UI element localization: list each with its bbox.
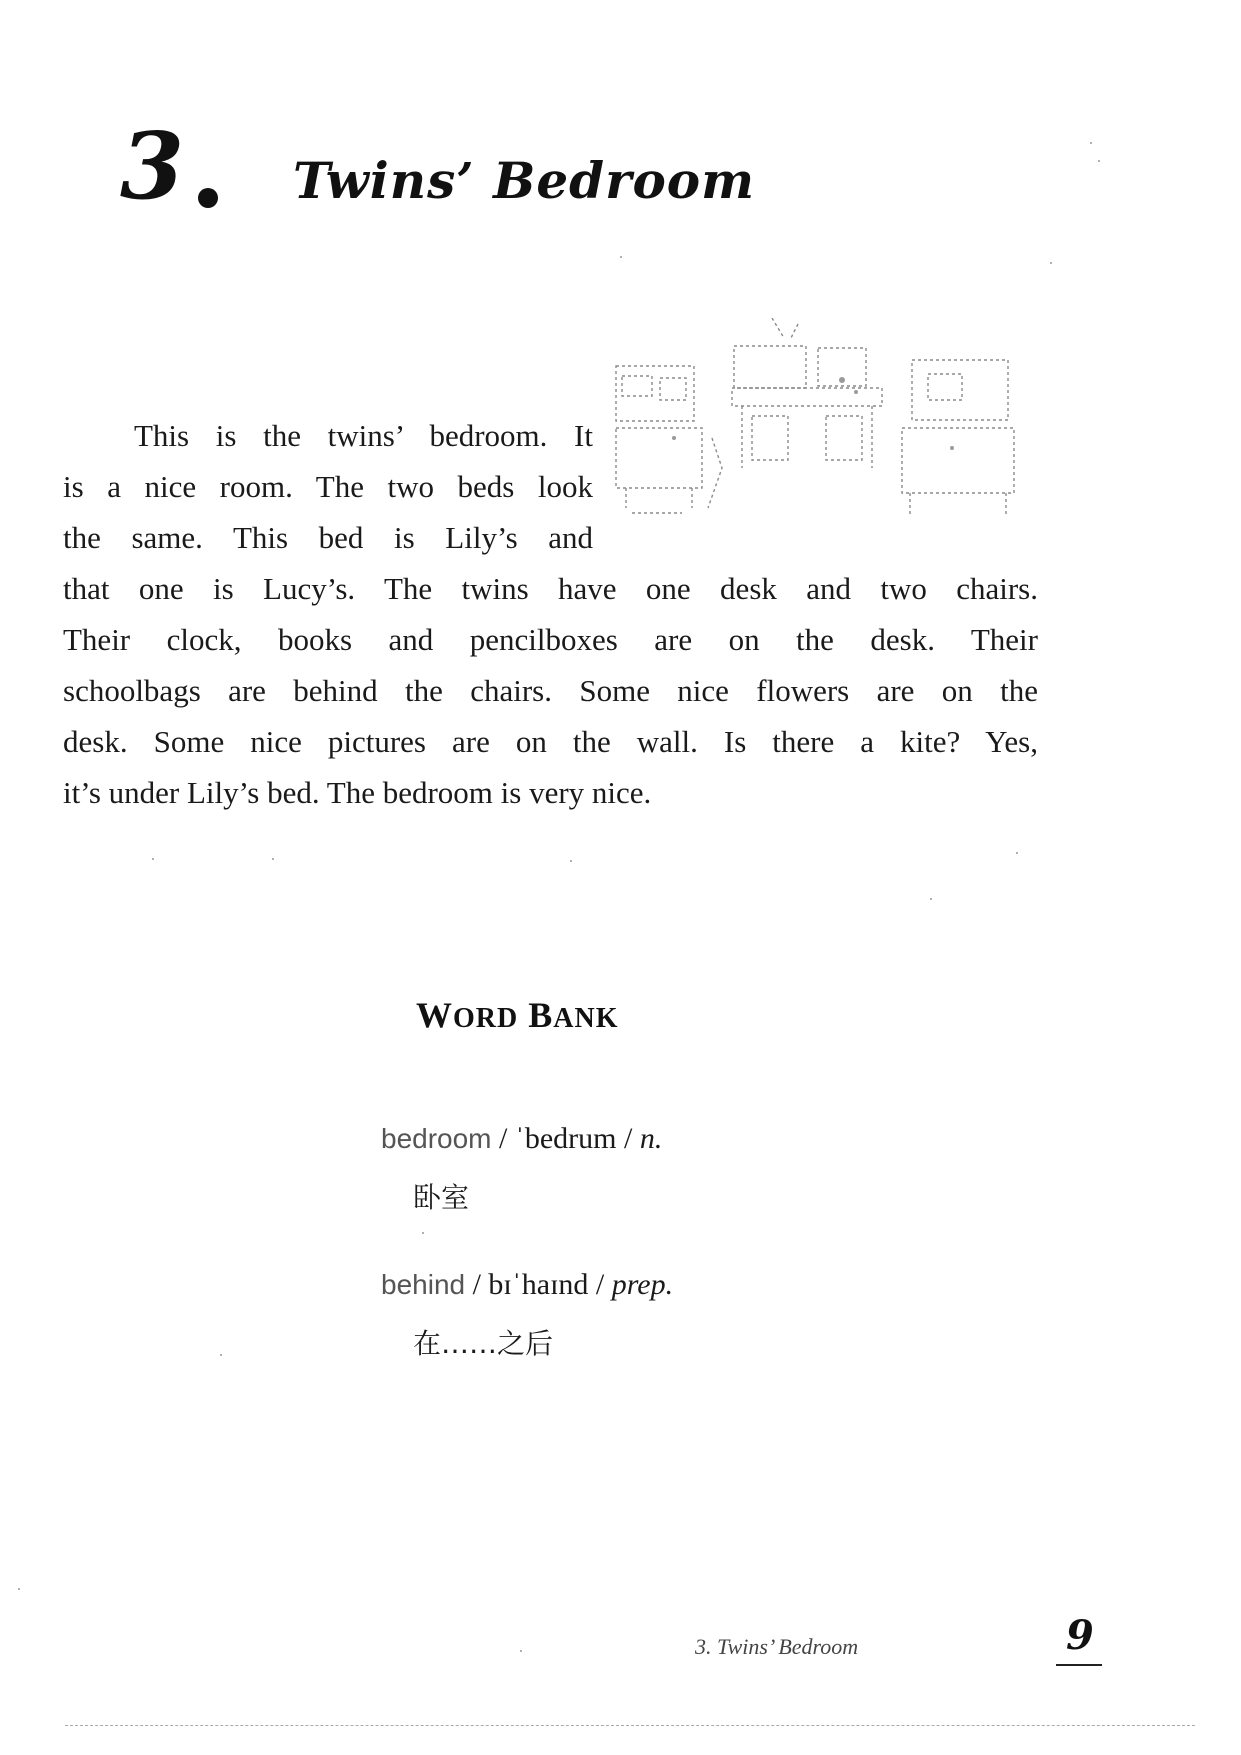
scan-speck — [1098, 160, 1100, 162]
story-text — [63, 410, 1038, 818]
word-bank-heading: WORD BANK — [416, 995, 619, 1035]
chapter-title: Twins’ Bedroom — [293, 151, 756, 210]
chapter-number: 3 — [120, 112, 185, 220]
part-of-speech: n. — [639, 1122, 663, 1155]
scan-speck — [930, 898, 932, 900]
story-line: schoolbags are behind the chairs. Some nice flowers are on the — [63, 673, 1038, 708]
word-meaning: 在……之后 — [413, 1327, 554, 1360]
story-line: Their clock, books and pencilboxes are on the desk. Their — [63, 622, 1038, 657]
page-number-underline — [1056, 1664, 1102, 1666]
scan-speck — [1090, 142, 1092, 144]
phonetic: / bɪˈhaɪnd / — [472, 1268, 605, 1301]
story-line: the same. This bed is Lily’s and — [63, 520, 593, 555]
headword: behind — [381, 1269, 466, 1300]
running-footer-title: 3. Twins’ Bedroom — [695, 1634, 859, 1659]
story-line: that one is Lucy’s. The twins have one desk and two chairs. — [63, 571, 1038, 606]
story-line: is a nice room. The two beds look — [63, 469, 593, 504]
scan-speck — [570, 860, 572, 862]
story-line: This is the twins’ bedroom. It — [134, 418, 593, 453]
phonetic: / ˈbedrum / — [499, 1122, 633, 1155]
scan-speck — [520, 1650, 522, 1652]
chapter-bullet-icon — [198, 188, 218, 208]
scan-speck — [272, 858, 274, 860]
scan-speck — [18, 1588, 20, 1590]
scan-speck — [152, 858, 154, 860]
scan-speck — [1050, 262, 1052, 264]
scan-edge-line — [65, 1725, 1195, 1726]
scan-speck — [220, 1354, 222, 1356]
scan-speck — [620, 256, 622, 258]
scan-speck — [1016, 852, 1018, 854]
word-entry-bedroom — [381, 1122, 662, 1156]
story-line: desk. Some nice pictures are on the wall. Is there a kite? Yes, — [63, 724, 1038, 759]
story-line: it’s under Lily’s bed. The bedroom is very nice. — [63, 775, 652, 810]
headword: bedroom — [381, 1123, 492, 1154]
part-of-speech: prep. — [611, 1268, 674, 1301]
word-meaning: 卧室 — [413, 1181, 470, 1214]
word-entry-behind — [381, 1268, 673, 1302]
scan-speck — [422, 1232, 424, 1234]
page-number: 9 — [1066, 1612, 1094, 1659]
